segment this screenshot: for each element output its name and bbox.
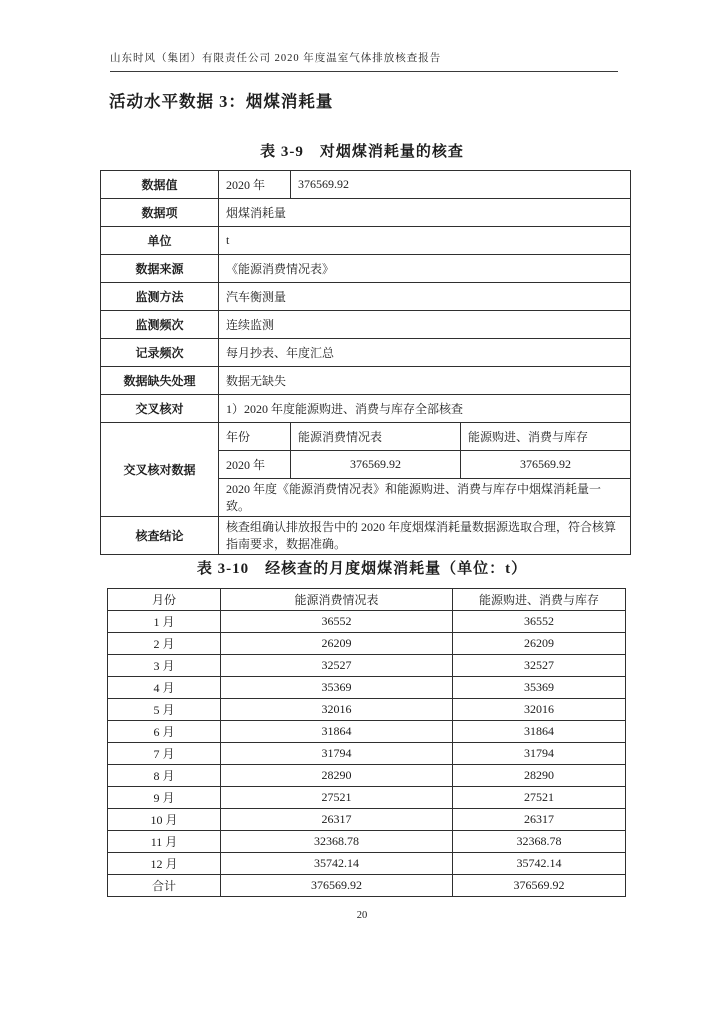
row-conclusion xyxy=(101,517,631,555)
table-row xyxy=(108,611,626,633)
row-label: 数据项 xyxy=(101,199,219,227)
value-cell: 32016 xyxy=(453,699,626,721)
inner-col-consumption-sheet: 能源消费情况表 xyxy=(291,423,461,451)
conclusion-text: 核查组确认排放报告中的 2020 年度烟煤消耗量数据源选取合理，符合核算指南要求，数据准确。 xyxy=(219,517,631,555)
month-cell: 1 月 xyxy=(108,611,221,633)
table-row xyxy=(108,677,626,699)
value-cell: 36552 xyxy=(221,611,453,633)
inner-value-purchase-stock: 376569.92 xyxy=(461,451,631,479)
total-value-cell: 376569.92 xyxy=(221,875,453,897)
row-label: 交叉核对数据 xyxy=(101,423,219,517)
value-cell: 27521 xyxy=(453,787,626,809)
table-row xyxy=(108,721,626,743)
row-label: 核查结论 xyxy=(101,517,219,555)
table-row xyxy=(108,809,626,831)
value-cell: 31864 xyxy=(453,721,626,743)
value-cell: 26209 xyxy=(453,633,626,655)
inner-value-consumption-sheet: 376569.92 xyxy=(291,451,461,479)
col-header-month: 月份 xyxy=(108,589,221,611)
value-cell: 27521 xyxy=(221,787,453,809)
month-cell: 4 月 xyxy=(108,677,221,699)
row-cross-check xyxy=(101,395,631,423)
section-heading: 活动水平数据 3：烟煤消耗量 xyxy=(109,92,334,111)
row-monitoring-method xyxy=(101,283,631,311)
month-cell: 3 月 xyxy=(108,655,221,677)
value-cell: 31864 xyxy=(221,721,453,743)
table-row xyxy=(108,655,626,677)
table-row xyxy=(108,853,626,875)
row-missing-data-handling xyxy=(101,367,631,395)
value-cell: 28290 xyxy=(221,765,453,787)
table-header-row xyxy=(108,589,626,611)
value-cell: 35369 xyxy=(221,677,453,699)
row-label: 监测方法 xyxy=(101,283,219,311)
page-number: 20 xyxy=(356,910,368,921)
table-row xyxy=(108,633,626,655)
report-header: 山东时风（集团）有限责任公司 2020 年度温室气体排放核查报告 xyxy=(110,50,618,72)
row-monitoring-frequency xyxy=(101,311,631,339)
value-cell: 32527 xyxy=(221,655,453,677)
month-cell: 7 月 xyxy=(108,743,221,765)
row-value: 《能源消费情况表》 xyxy=(219,255,631,283)
total-value-cell: 376569.92 xyxy=(453,875,626,897)
value-cell: 26317 xyxy=(221,809,453,831)
value-cell: 35742.14 xyxy=(453,853,626,875)
row-label: 单位 xyxy=(101,227,219,255)
value-cell: 26317 xyxy=(453,809,626,831)
month-cell: 12 月 xyxy=(108,853,221,875)
value-cell: 32016 xyxy=(221,699,453,721)
month-cell: 9 月 xyxy=(108,787,221,809)
value-cell: 31794 xyxy=(221,743,453,765)
row-value: 烟煤消耗量 xyxy=(219,199,631,227)
table-row-total xyxy=(108,875,626,897)
month-cell: 6 月 xyxy=(108,721,221,743)
data-value-year: 2020 年 xyxy=(219,171,291,199)
col-header-consumption-sheet: 能源消费情况表 xyxy=(221,589,453,611)
value-cell: 32368.78 xyxy=(221,831,453,853)
month-cell: 11 月 xyxy=(108,831,221,853)
value-cell: 36552 xyxy=(453,611,626,633)
row-data-value xyxy=(101,171,631,199)
table-row xyxy=(108,743,626,765)
table-3-9 xyxy=(100,170,631,555)
total-label-cell: 合计 xyxy=(108,875,221,897)
month-cell: 10 月 xyxy=(108,809,221,831)
row-label: 交叉核对 xyxy=(101,395,219,423)
value-cell: 31794 xyxy=(453,743,626,765)
row-label: 数据值 xyxy=(101,171,219,199)
row-value: 每月抄表、年度汇总 xyxy=(219,339,631,367)
row-label: 监测频次 xyxy=(101,311,219,339)
value-cell: 35369 xyxy=(453,677,626,699)
row-value: 1）2020 年度能源购进、消费与库存全部核查 xyxy=(219,395,631,423)
row-data-source xyxy=(101,255,631,283)
table-3-10-title: 表 3-10 经核查的月度烟煤消耗量（单位：t） xyxy=(196,561,528,577)
month-cell: 5 月 xyxy=(108,699,221,721)
table-row xyxy=(108,831,626,853)
row-cross-check-data-header xyxy=(101,423,631,451)
data-value-amount: 376569.92 xyxy=(291,171,631,199)
table-3-9-title: 表 3-9 对烟煤消耗量的核查 xyxy=(260,144,464,160)
row-value: 汽车衡测量 xyxy=(219,283,631,311)
row-value: t xyxy=(219,227,631,255)
row-label: 数据来源 xyxy=(101,255,219,283)
inner-col-purchase-stock: 能源购进、消费与库存 xyxy=(461,423,631,451)
month-cell: 8 月 xyxy=(108,765,221,787)
value-cell: 32527 xyxy=(453,655,626,677)
row-label: 数据缺失处理 xyxy=(101,367,219,395)
table-row xyxy=(108,765,626,787)
row-unit xyxy=(101,227,631,255)
row-data-item xyxy=(101,199,631,227)
value-cell: 32368.78 xyxy=(453,831,626,853)
table-row xyxy=(108,699,626,721)
col-header-purchase-stock: 能源购进、消费与库存 xyxy=(453,589,626,611)
value-cell: 35742.14 xyxy=(221,853,453,875)
row-value: 连续监测 xyxy=(219,311,631,339)
table-3-10 xyxy=(107,588,626,897)
value-cell: 26209 xyxy=(221,633,453,655)
row-value: 数据无缺失 xyxy=(219,367,631,395)
table-row xyxy=(108,787,626,809)
row-recording-frequency xyxy=(101,339,631,367)
value-cell: 28290 xyxy=(453,765,626,787)
inner-year: 2020 年 xyxy=(219,451,291,479)
inner-col-year: 年份 xyxy=(219,423,291,451)
month-cell: 2 月 xyxy=(108,633,221,655)
row-label: 记录频次 xyxy=(101,339,219,367)
cross-check-note: 2020 年度《能源消费情况表》和能源购进、消费与库存中烟煤消耗量一致。 xyxy=(219,479,631,517)
